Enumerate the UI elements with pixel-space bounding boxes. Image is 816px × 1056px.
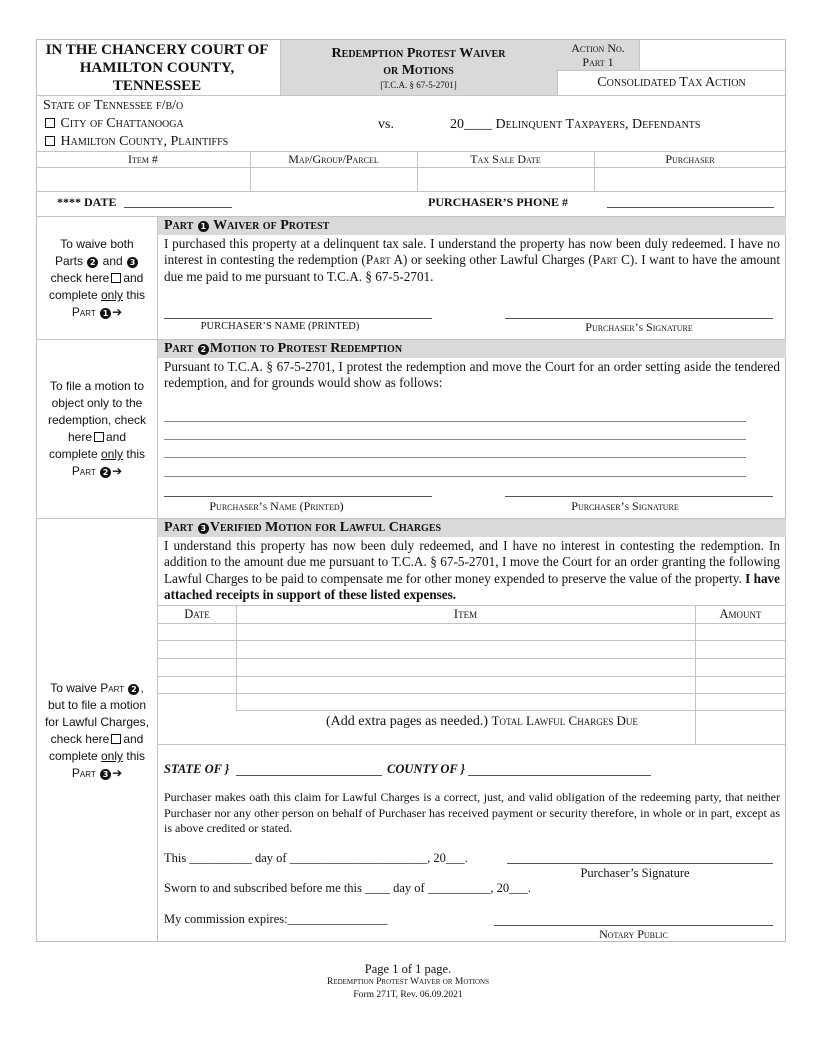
date-label: **** DATE — [57, 195, 117, 209]
part2-signature-line[interactable] — [505, 496, 773, 497]
number-three-icon: 3 — [100, 769, 111, 780]
total-amount-field[interactable] — [696, 711, 785, 743]
commission-line: My commission expires:________________ — [164, 912, 388, 926]
this-day-line: This __________ day of ______________________, 20___. — [164, 851, 468, 865]
county-checkbox[interactable] — [45, 136, 55, 146]
sworn-line: Sworn to and subscribed before me this ____ day of __________, 20___. — [164, 881, 531, 895]
part1-name-label: PURCHASER’S NAME (PRINTED) — [200, 321, 360, 332]
part1-heading: Part 1 Waiver of Protest — [164, 218, 330, 233]
total-label: Total Lawful Charges Due — [491, 713, 638, 728]
plaintiff-state: State of Tennessee f/b/o — [43, 98, 184, 113]
item-field[interactable] — [37, 168, 249, 190]
part3-instructions: To waive Part 2 , but to file a motion for Lawful Charges, check here and complete only this Part 3 ➔ — [44, 681, 150, 780]
citation: [T.C.A. § 67-5-2701] — [380, 80, 457, 90]
number-one-icon: 1 — [198, 221, 209, 232]
purchaser-signature-line[interactable] — [507, 863, 773, 864]
part2-checkbox[interactable] — [94, 432, 104, 442]
part2-instructions: To file a motion to object only to the redemption, check here and complete only this Part 2 ➔ — [47, 379, 147, 478]
defendants: 20____ Delinquent Taxpayers, Defendants — [450, 117, 701, 132]
part1-signature-label: Purchaser’s Signature — [585, 320, 693, 334]
plaintiff-city: City of Chattanooga — [43, 115, 184, 133]
number-two-icon: 2 — [87, 257, 98, 268]
notary-public-label: Notary Public — [599, 927, 668, 941]
part1-checkbox[interactable] — [111, 273, 121, 283]
county-of-label: COUNTY OF } — [387, 762, 465, 776]
grounds-line-3[interactable] — [164, 457, 746, 458]
parcel-field[interactable] — [251, 168, 416, 190]
number-two-icon: 2 — [198, 344, 209, 355]
form-title: Redemption Protest Waiver or Motions — [331, 46, 506, 78]
footer-title: Redemption Protest Waiver or Motions — [326, 977, 490, 987]
part1-instructions: To waive both Parts 2 and 3 check here and complete only this Part 1 ➔ — [48, 237, 146, 319]
arrow-right-icon: ➔ — [112, 464, 123, 478]
part1-name-line[interactable] — [164, 318, 432, 319]
part3-text: I understand this property has now been duly redeemed, and I have no interest in contesting the redemption. In addition to the amount due me pursuant to T.C.A. § 67-5-2701, I move the Court for an order granting the following Lawful Charges to be paid to compensate me for other money expended to preserve the value of the property. I have attached receipts in support of these listed expenses. — [164, 538, 780, 602]
sale-date-field[interactable] — [418, 168, 593, 190]
part1-signature-line[interactable] — [505, 318, 773, 319]
part2-name-label: Purchaser’s Name (Printed) — [209, 499, 344, 513]
state-of-field[interactable] — [236, 775, 382, 776]
phone-field[interactable] — [607, 207, 774, 208]
number-two-icon: 2 — [100, 467, 111, 478]
col-charge-amount: Amount — [719, 607, 762, 621]
plaintiff-county: Hamilton County, Plaintiffs — [43, 133, 228, 151]
form-number: Form 271T, Rev. 06.09.2021 — [353, 990, 463, 1000]
grounds-line-2[interactable] — [164, 439, 746, 440]
number-three-icon: 3 — [198, 523, 209, 534]
part3-heading: Part 3 Verified Motion for Lawful Charges — [164, 520, 442, 535]
part2-heading: Part 2 Motion to Protest Redemption — [164, 341, 403, 356]
county-of-field[interactable] — [468, 775, 651, 776]
col-purchaser: Purchaser — [665, 152, 715, 166]
page-number: Page 1 of 1 page. — [364, 962, 452, 976]
notary-signature-line[interactable] — [494, 925, 773, 926]
arrow-right-icon: ➔ — [112, 305, 123, 319]
col-parcel: Map/Group/Parcel — [288, 152, 379, 166]
phone-label: PURCHASER’S PHONE # — [428, 195, 569, 209]
consolidated-tax-action: Consolidated Tax Action — [597, 75, 746, 90]
arrow-right-icon: ➔ — [112, 766, 123, 780]
part3-checkbox[interactable] — [111, 734, 121, 744]
number-three-icon: 3 — [127, 257, 138, 268]
purchaser-field[interactable] — [595, 168, 785, 190]
col-charge-item: Item — [453, 607, 478, 621]
grounds-line-4[interactable] — [164, 476, 746, 477]
number-one-icon: 1 — [100, 308, 111, 319]
col-charge-date: Date — [184, 607, 210, 621]
oath-text: Purchaser makes oath this claim for Lawful Charges is a correct, just, and valid obligation of the redeeming party, that neither Purchaser nor any other person on behalf of Purchaser has received payment or security therefore, in whole or in part, except as is above credited or stated. — [164, 790, 780, 835]
col-sale-date: Tax Sale Date — [470, 152, 541, 166]
charges-rows[interactable] — [159, 624, 785, 710]
action-number-label: Action No. Part 1 — [571, 41, 625, 69]
part2-signature-label: Purchaser’s Signature — [571, 499, 679, 513]
court-name: IN THE CHANCERY COURT OF HAMILTON COUNTY, TENNESSEE — [45, 42, 269, 94]
action-number-field[interactable] — [640, 41, 785, 69]
purchaser-signature-label: Purchaser’s Signature — [580, 866, 690, 880]
grounds-line-1[interactable] — [164, 421, 746, 422]
date-field[interactable] — [124, 207, 232, 208]
state-of-label: STATE OF } — [164, 762, 230, 776]
city-checkbox[interactable] — [45, 118, 55, 128]
versus: vs. — [378, 117, 394, 132]
total-row: (Add extra pages as needed.) Total Lawful Charges Due — [326, 713, 638, 729]
part2-name-line[interactable] — [164, 496, 432, 497]
col-item: Item # — [128, 152, 158, 166]
part2-text: Pursuant to T.C.A. § 67-5-2701, I protest the redemption and move the Court for an order setting aside the tendered redemption, and for grounds would show as follows: — [164, 359, 780, 391]
number-two-icon: 2 — [128, 684, 139, 695]
part1-text: I purchased this property at a delinquent tax sale. I understand the property has now been duly redeemed. I have no interest in contesting the redemption (Part A) or seeking other Lawful Charges (Part C). I want to have the amount due me paid to me pursuant to T.C.A. § 67-5-2701. — [164, 236, 780, 284]
